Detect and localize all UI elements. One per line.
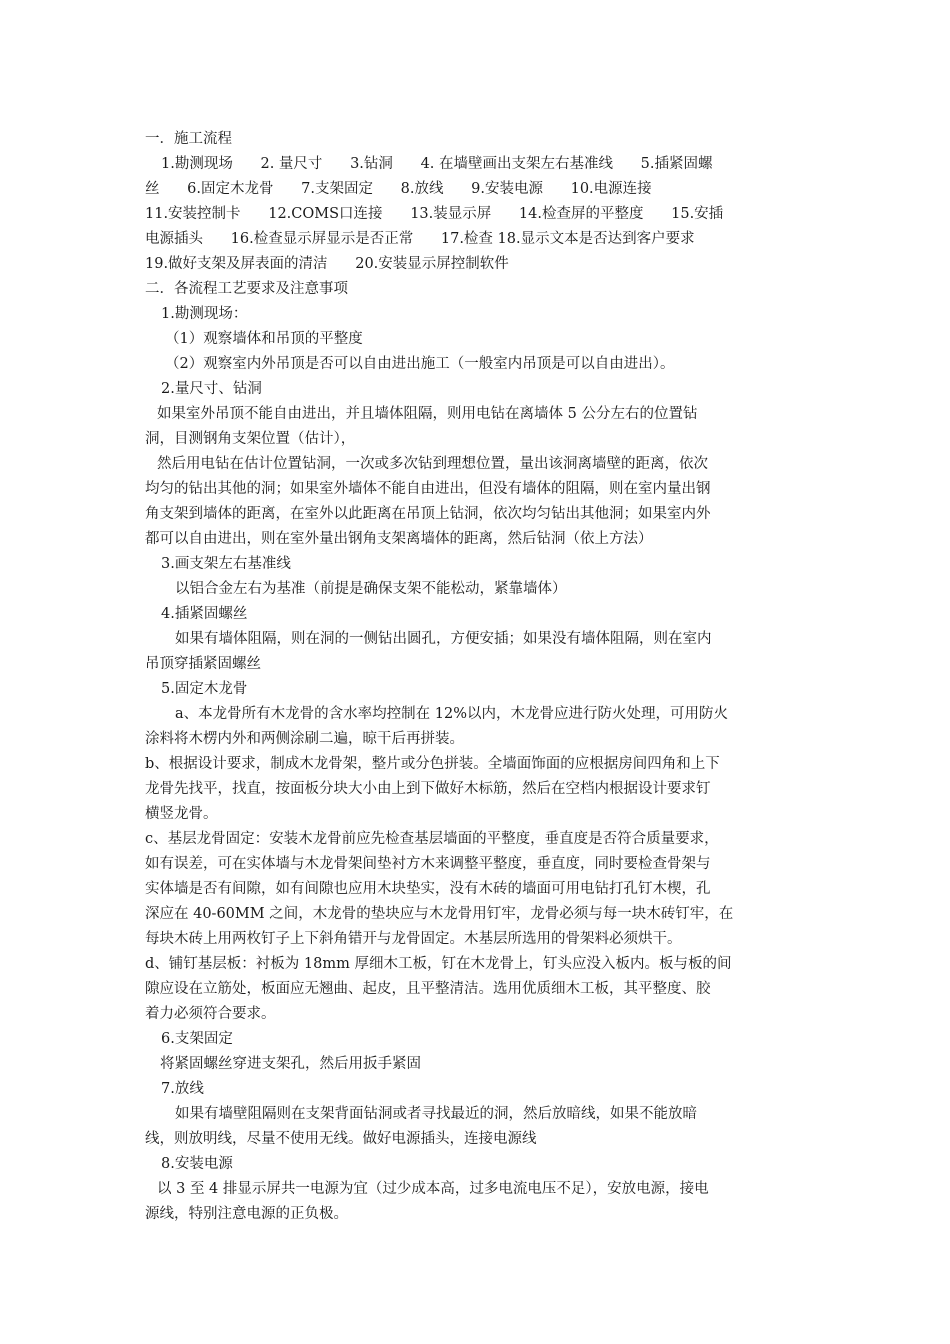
paragraph-line: 源线，特别注意电源的正负极。 <box>145 1206 348 1222</box>
paragraph-line: 如有误差，可在实体墙与木龙骨架间垫衬方木来调整平整度，垂直度，同时要检查骨架与 <box>145 856 711 872</box>
subheading: 8.安装电源 <box>161 1156 233 1172</box>
paragraph-line: 以 3 至 4 排显示屏共一电源为宜（过少成本高，过多电流电压不足），安放电源，接电 <box>157 1181 709 1197</box>
paragraph-line: 都可以自由进出，则在室外量出钢角支架离墙体的距离，然后钻洞（依上方法） <box>145 531 653 547</box>
subheading: 5.固定木龙骨 <box>161 681 248 697</box>
document-body <box>145 127 808 1227</box>
paragraph-line: 实体墙是否有间隙，如有间隙也应用木块垫实，没有木砖的墙面可用电钻打孔钉木楔，孔 <box>145 881 711 897</box>
paragraph-line: a、本龙骨所有木龙骨的含水率均控制在 12%以内，木龙骨应进行防火处理，可用防火 <box>175 706 728 722</box>
subheading: 1.勘测现场： <box>161 306 248 322</box>
subheading: 7.放线 <box>161 1081 204 1097</box>
paragraph-line: 洞，目测钢角支架位置（估计）， <box>145 431 356 447</box>
subheading: 3.画支架左右基准线 <box>161 556 291 572</box>
paragraph-line: 如果有墙壁阻隔则在支架背面钻洞或者寻找最近的洞，然后放暗线，如果不能放暗 <box>175 1106 697 1122</box>
paragraph-line: （1）观察墙体和吊顶的平整度 <box>165 331 363 347</box>
process-steps-line: 19.做好支架及屏表面的清洁 20.安装显示屏控制软件 <box>145 256 509 272</box>
process-steps-line: 1.勘测现场 2. 量尺寸 3.钻洞 4. 在墙壁画出支架左右基准线 5.插紧固螺 <box>161 156 713 172</box>
paragraph-line: 龙骨先找平，找直，按面板分块大小由上到下做好木标筋，然后在空档内根据设计要求钉 <box>145 781 711 797</box>
process-steps-line: 电源插头 16.检查显示屏显示是否正常 17.检查 18.显示文本是否达到客户要求 <box>145 231 695 247</box>
process-steps-line: 丝 6.固定木龙骨 7.支架固定 8.放线 9.安装电源 10.电源连接 <box>145 181 652 197</box>
paragraph-line: 线，则放明线，尽量不使用无线。做好电源插头，连接电源线 <box>145 1131 537 1147</box>
paragraph-line: 如果有墙体阻隔，则在洞的一侧钻出圆孔，方便安插；如果没有墙体阻隔，则在室内 <box>175 631 712 647</box>
paragraph-line: 如果室外吊顶不能自由进出，并且墙体阻隔，则用电钻在离墙体 5 公分左右的位置钻 <box>157 406 698 422</box>
paragraph-line: d、铺钉基层板：衬板为 18mm 厚细木工板，钉在木龙骨上，钉头应没入板内。板与板的间 <box>145 956 732 972</box>
paragraph-line: 吊顶穿插紧固螺丝 <box>145 656 261 672</box>
subheading: 6.支架固定 <box>161 1031 233 1047</box>
paragraph-line: c、基层龙骨固定：安装木龙骨前应先检查基层墙面的平整度，垂直度是否符合质量要求， <box>145 831 719 847</box>
subheading: 2.量尺寸、钻洞 <box>161 381 262 397</box>
section-heading-2: 二．各流程工艺要求及注意事项 <box>145 281 348 297</box>
paragraph-line: 每块木砖上用两枚钉子上下斜角错开与龙骨固定。木基层所选用的骨架料必须烘干。 <box>145 931 682 947</box>
paragraph-line: 涂料将木楞内外和两侧涂刷二遍，晾干后再拼装。 <box>145 731 464 747</box>
paragraph-line: （2）观察室内外吊顶是否可以自由进出施工（一般室内吊顶是可以自由进出）。 <box>165 356 675 372</box>
paragraph-line: 将紧固螺丝穿进支架孔，然后用扳手紧固 <box>160 1056 421 1072</box>
subheading: 4.插紧固螺丝 <box>161 606 248 622</box>
paragraph-line: 横竖龙骨。 <box>145 806 218 822</box>
paragraph-line: b、根据设计要求，制成木龙骨架，整片或分色拼装。全墙面饰面的应根据房间四角和上下 <box>145 756 720 772</box>
paragraph-line: 角支架到墙体的距离，在室外以此距离在吊顶上钻洞，依次均匀钻出其他洞；如果室内外 <box>145 506 711 522</box>
paragraph-line: 隙应设在立筋处，板面应无翘曲、起皮，且平整清洁。选用优质细木工板，其平整度、胶 <box>145 981 711 997</box>
paragraph-line: 以铝合金左右为基准（前提是确保支架不能松动，紧靠墙体） <box>175 581 567 597</box>
section-heading-1: 一．施工流程 <box>145 131 232 147</box>
paragraph-line: 深应在 40-60MM 之间，木龙骨的垫块应与木龙骨用钉牢，龙骨必须与每一块木砖钉牢，在 <box>145 906 734 922</box>
paragraph-line: 着力必须符合要求。 <box>145 1006 276 1022</box>
paragraph-line: 均匀的钻出其他的洞；如果室外墙体不能自由进出，但没有墙体的阻隔，则在室内量出钢 <box>145 481 711 497</box>
paragraph-line: 然后用电钻在估计位置钻洞，一次或多次钻到理想位置，量出该洞离墙壁的距离，依次 <box>157 456 708 472</box>
process-steps-line: 11.安装控制卡 12.COMS口连接 13.装显示屏 14.检查屏的平整度 15.安插 <box>145 206 724 222</box>
